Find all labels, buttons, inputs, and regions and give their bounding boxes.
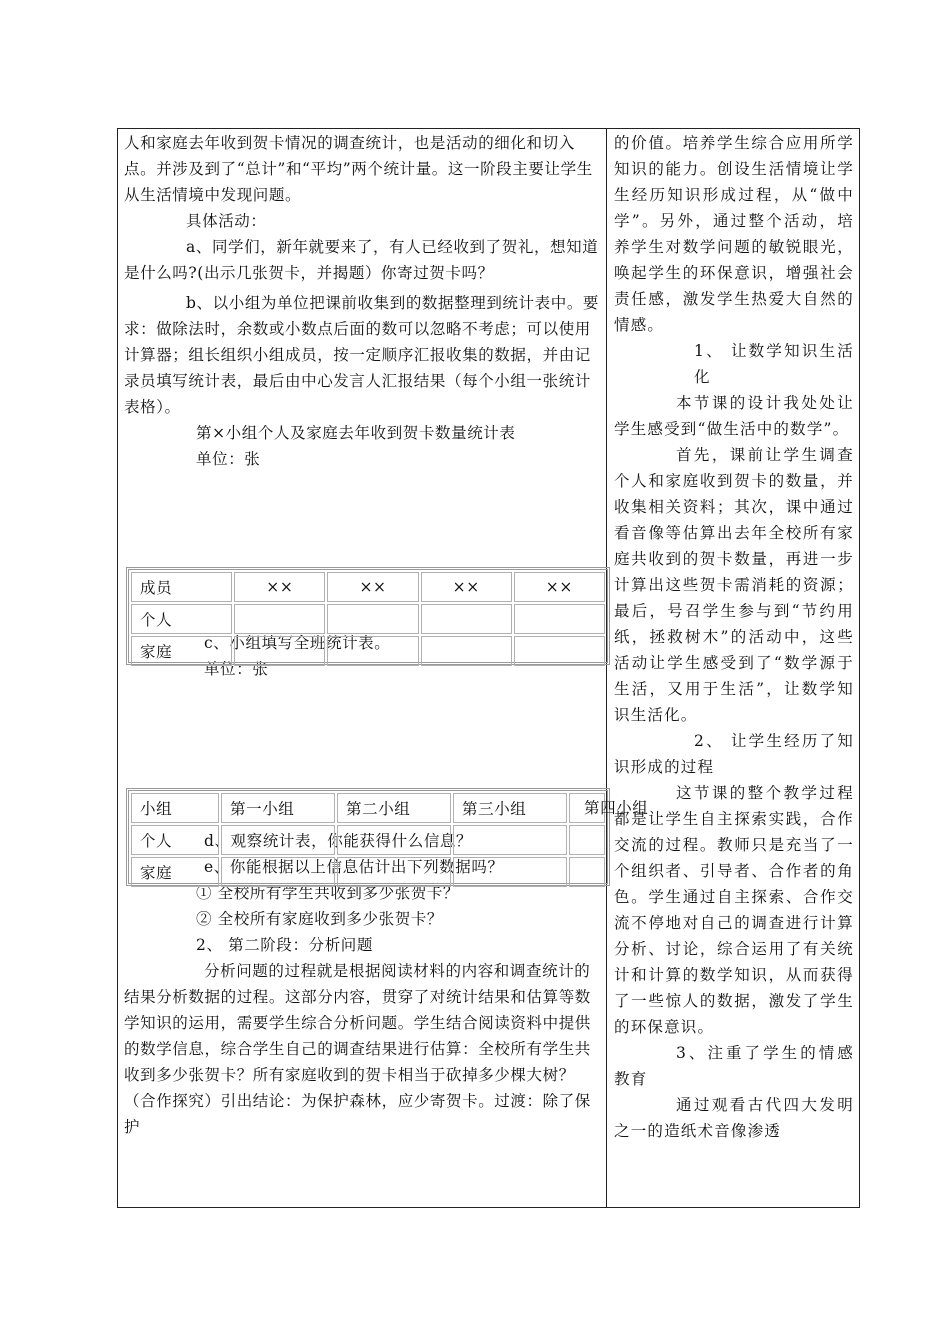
table-header-cell: ×× bbox=[421, 572, 512, 602]
right-paragraph: 这节课的整个教学过程都是让学生自主探索实践，合作交流的过程。教师只是充当了一个组织者、引导者、合作者的角色。学生通过自主探索、合作交流不停地对自己的调查进行计算分析、讨论，综合运用了有关统计和计算的数学知识，从而获得了一些惊人的数据，激发了学生的环保意识。 bbox=[614, 784, 854, 1036]
table-cell bbox=[514, 604, 605, 634]
table1-unit: 单位：张 bbox=[196, 450, 261, 468]
table-cell bbox=[221, 857, 335, 887]
intro-paragraph: 人和家庭去年收到贺卡情况的调查统计，也是活动的细化和切入点。并涉及到了“总计”和“平均”两个统计量。这一阶段主要让学生从生活情境中发现问题。 bbox=[124, 134, 593, 204]
right-paragraph: 的价值。培养学生综合应用所学知识的能力。创设生活情境让学生经历知识形成过程，从“做中学”。另外，通过整个活动，培养学生对数学问题的敏锐眼光，唤起学生的环保意识，增强社会责任感，激发学生热爱大自然的情感。 bbox=[614, 134, 854, 334]
question-1: ① 全校所有学生共收到多少张贺卡？ bbox=[196, 884, 460, 902]
activity-b: b、以小组为单位把课前收集到的数据整理到统计表中。要求：做除法时，余数或小数点后面的数可以忽略不考虑；可以使用计算器；组长组织小组成员，按一定顺序汇报收集的数据，并由记录员填写统计表，最后由中心发言人汇报结果（每个小组一张统计表格）。 bbox=[124, 294, 600, 416]
activity-e: e、你能根据以上信息估计出下列数据吗？ bbox=[204, 858, 504, 876]
column-divider bbox=[606, 128, 607, 1208]
stage2-text: 分析问题的过程就是根据阅读材料的内容和调查统计的结果分析数据的过程。这部分内容，贯穿了对统计结果和估算等数学知识的运用，需要学生综合分析问题。学生结合阅读资料中提供的数学信息，综合学生自己的调查结果进行估算：全校所有学生共收到多少张贺卡？所有家庭收到的贺卡相当于砍掉多少棵大树？（合作探究）引出结论：为保护森林，应少寄贺卡。过渡：除了保护 bbox=[124, 962, 591, 1136]
section-heading-3: 3、注重了学生的情感教育 bbox=[614, 1044, 854, 1088]
table-cell bbox=[327, 604, 418, 634]
table-header-cell: ×× bbox=[234, 572, 325, 602]
right-paragraph: 本节课的设计我处处让学生感受到“做生活中的数学”。 bbox=[614, 394, 854, 438]
table-header-cell: 小组 bbox=[131, 793, 219, 823]
table-cell bbox=[453, 857, 567, 887]
right-paragraph: 首先，课前让学生调查个人和家庭收到贺卡的数量，并收集相关资料；其次，课中通过看音像等估算出去年全校所有家庭共收到的贺卡数量，再进一步计算出这些贺卡需消耗的资源；最后，号召学生参与到“节约用纸，拯救树木”的活动中，这些活动让学生感受到了“数学源于生活，又用于生活”，让数学知识生活化。 bbox=[614, 446, 854, 724]
table-cell: 家庭 bbox=[131, 857, 219, 887]
table-cell: 个人 bbox=[131, 604, 232, 634]
section-heading-2: 2、 让学生经历了知识形成的过程 bbox=[614, 732, 854, 776]
table-cell bbox=[221, 825, 335, 855]
table-cell bbox=[569, 857, 605, 887]
table-header-cell: 第三小组 bbox=[453, 793, 567, 823]
table-row bbox=[131, 825, 605, 855]
table-cell: 家庭 bbox=[131, 636, 232, 666]
table-cell bbox=[234, 636, 325, 666]
table-header-cell: ×× bbox=[327, 572, 418, 602]
table-cell: 个人 bbox=[131, 825, 219, 855]
right-paragraph: 通过观看古代四大发明之一的造纸术音像渗透 bbox=[614, 1096, 854, 1140]
table-header-cell: 成员 bbox=[131, 572, 232, 602]
activity-c: c、小组填写全班统计表。 bbox=[204, 634, 391, 652]
class-stats-table bbox=[126, 788, 610, 886]
table-cell bbox=[569, 825, 605, 855]
table2-overflow-header: 第四小组 bbox=[584, 799, 649, 817]
table-cell bbox=[514, 636, 605, 666]
table-row bbox=[131, 636, 605, 666]
table-header-cell: 第一小组 bbox=[221, 793, 335, 823]
table-header-cell: 第二小组 bbox=[337, 793, 451, 823]
stage2-heading: 2、 第二阶段：分析问题 bbox=[196, 936, 373, 954]
activity-a: a、同学们，新年就要来了，有人已经收到了贺礼，想知道是什么吗?(出示几张贺卡，并揭题）你寄过贺卡吗？ bbox=[124, 238, 599, 282]
table-row bbox=[131, 857, 605, 887]
table-cell bbox=[337, 825, 451, 855]
table1-title: 第×小组个人及家庭去年收到贺卡数量统计表 bbox=[196, 424, 516, 442]
table-cell bbox=[453, 825, 567, 855]
right-column bbox=[614, 130, 854, 1144]
table-row bbox=[131, 572, 605, 602]
table-header-cell: ×× bbox=[514, 572, 605, 602]
table-cell bbox=[337, 857, 451, 887]
section-heading-1: 1、 让数学知识生活化 bbox=[694, 342, 854, 386]
table-row bbox=[131, 604, 605, 634]
table-cell bbox=[327, 636, 418, 666]
group-stats-table bbox=[126, 567, 610, 665]
question-2: ② 全校所有家庭收到多少张贺卡？ bbox=[196, 910, 444, 928]
table2-unit: 单位：张 bbox=[204, 660, 269, 678]
activity-d: d、观察统计表，你能获得什么信息？ bbox=[204, 832, 473, 850]
table-cell bbox=[234, 604, 325, 634]
table-row bbox=[131, 793, 605, 823]
activity-label: 具体活动： bbox=[186, 212, 267, 230]
table-cell bbox=[421, 636, 512, 666]
table-cell bbox=[421, 604, 512, 634]
